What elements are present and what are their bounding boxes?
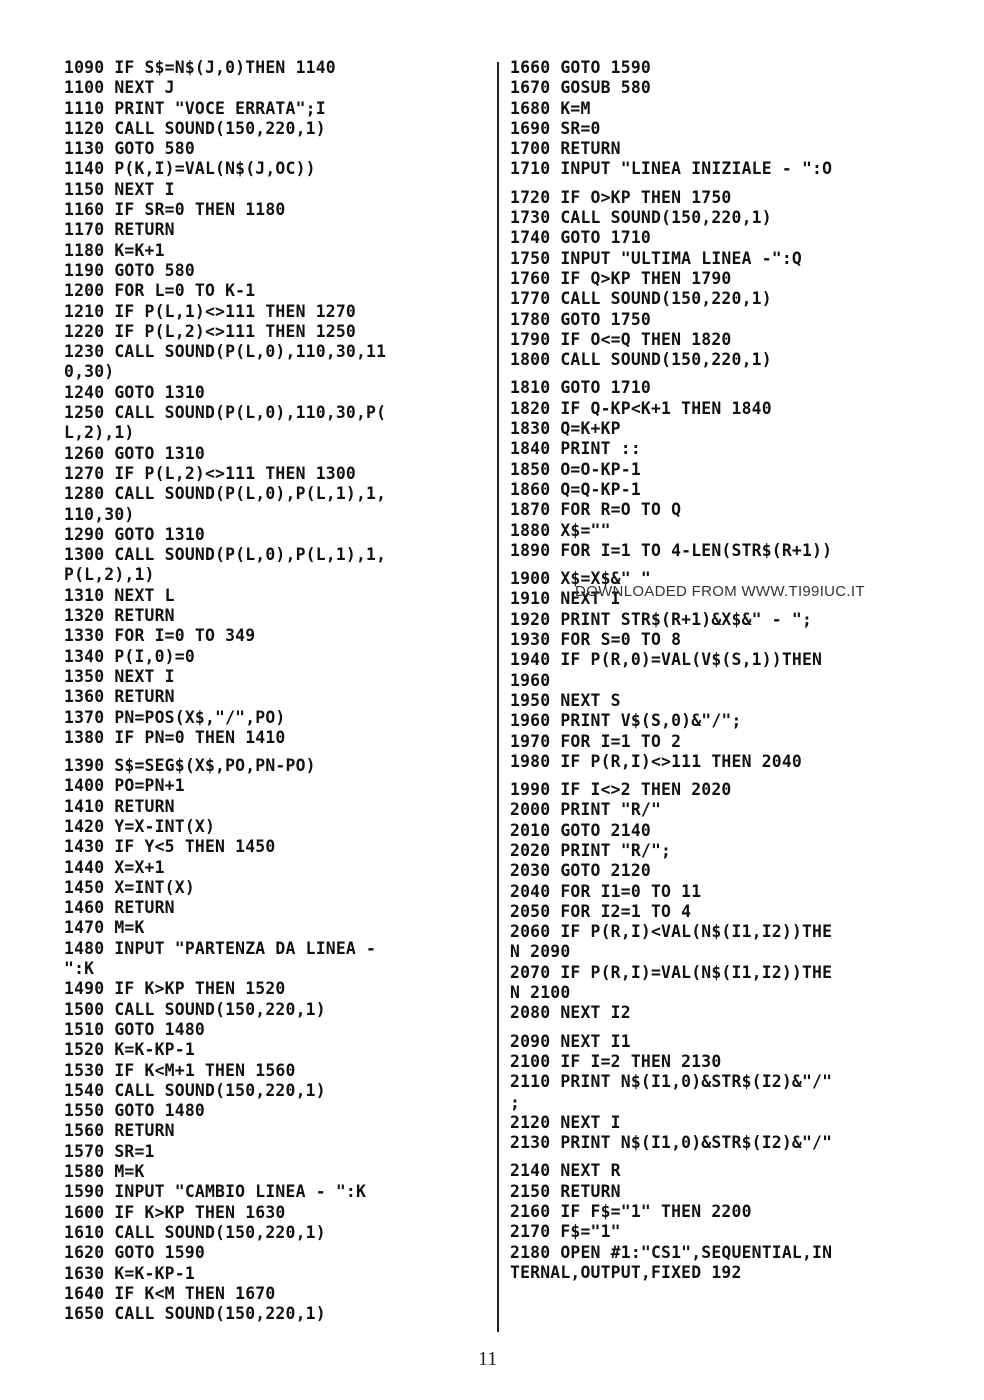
right-code-column xyxy=(510,58,930,1283)
line-gap xyxy=(510,772,930,780)
code-line: 1430 IF Y<5 THEN 1450 xyxy=(64,837,276,857)
code-line: 1650 CALL SOUND(150,220,1) xyxy=(64,1304,326,1324)
code-line: 1950 NEXT S xyxy=(510,690,621,710)
code-line: 1690 SR=0 xyxy=(510,118,601,138)
code-line: 2130 PRINT N$(I1,0)&STR$(I2)&"/" xyxy=(510,1133,833,1153)
code-line: 1390 S$=SEG$(X$,PO,PN-PO) xyxy=(64,756,316,776)
code-line: 1410 RETURN xyxy=(64,796,175,816)
code-line: 1580 M=K xyxy=(64,1162,145,1182)
code-line: 1870 FOR R=O TO Q xyxy=(510,500,682,520)
code-line: 2180 OPEN #1:"CS1",SEQUENTIAL,IN xyxy=(510,1242,833,1262)
code-line: 2120 NEXT I xyxy=(510,1112,621,1132)
left-code-column xyxy=(64,58,484,1324)
page-number: 11 xyxy=(478,1348,498,1370)
code-line: 1760 IF Q>KP THEN 1790 xyxy=(510,268,732,288)
code-line: 1440 X=X+1 xyxy=(64,857,165,877)
code-line: 1190 GOTO 580 xyxy=(64,260,195,280)
code-line: 1680 K=M xyxy=(510,98,591,118)
code-line: 1550 GOTO 1480 xyxy=(64,1101,205,1121)
line-gap xyxy=(510,370,930,378)
code-line: 1850 O=O-KP-1 xyxy=(510,459,641,479)
line-gap xyxy=(510,1024,930,1032)
code-line: 1130 GOTO 580 xyxy=(64,139,195,159)
code-line: 1480 INPUT "PARTENZA DA LINEA - xyxy=(64,938,377,958)
code-line: 1520 K=K-KP-1 xyxy=(64,1040,195,1060)
code-line: 1300 CALL SOUND(P(L,0),P(L,1),1, xyxy=(64,545,387,565)
code-line: 1970 FOR I=1 TO 2 xyxy=(510,731,682,751)
code-line: 1730 CALL SOUND(150,220,1) xyxy=(510,208,772,228)
code-line: 2020 PRINT "R/"; xyxy=(510,840,672,860)
code-line: P(L,2),1) xyxy=(64,565,155,585)
code-line: 2170 F$="1" xyxy=(510,1222,621,1242)
code-line: 1240 GOTO 1310 xyxy=(64,382,205,402)
code-line: 1260 GOTO 1310 xyxy=(64,443,205,463)
line-gap xyxy=(64,748,484,756)
code-line: 1200 FOR L=0 TO K-1 xyxy=(64,281,256,301)
code-line: 1510 GOTO 1480 xyxy=(64,1019,205,1039)
code-line: 1900 X$=X$&" " xyxy=(510,569,651,589)
code-line: 1890 FOR I=1 TO 4-LEN(STR$(R+1)) xyxy=(510,540,833,560)
code-line: 2010 GOTO 2140 xyxy=(510,820,651,840)
code-line: ":K xyxy=(64,959,95,979)
code-line: 2080 NEXT I2 xyxy=(510,1003,631,1023)
code-line: ; xyxy=(510,1092,521,1112)
code-line: 2050 FOR I2=1 TO 4 xyxy=(510,901,692,921)
code-line: 1840 PRINT :: xyxy=(510,439,641,459)
watermark-text: DOWNLOADED FROM WWW.TI99IUC.IT xyxy=(575,583,865,600)
code-line: 1220 IF P(L,2)<>111 THEN 1250 xyxy=(64,321,356,341)
code-line: 1830 Q=K+KP xyxy=(510,419,621,439)
code-line: 1530 IF K<M+1 THEN 1560 xyxy=(64,1060,296,1080)
code-line: 1860 Q=Q-KP-1 xyxy=(510,479,641,499)
code-line: 1470 M=K xyxy=(64,918,145,938)
code-line: 2150 RETURN xyxy=(510,1181,621,1201)
code-line: 1160 IF SR=0 THEN 1180 xyxy=(64,200,286,220)
code-line: 1140 P(K,I)=VAL(N$(J,OC)) xyxy=(64,159,316,179)
code-line: 1620 GOTO 1590 xyxy=(64,1243,205,1263)
code-line: 2070 IF P(R,I)=VAL(N$(I1,I2))THE xyxy=(510,962,833,982)
code-line: 1570 SR=1 xyxy=(64,1141,155,1161)
code-line: 1150 NEXT I xyxy=(64,179,175,199)
code-line: 1350 NEXT I xyxy=(64,666,175,686)
code-line: 1280 CALL SOUND(P(L,0),P(L,1),1, xyxy=(64,484,387,504)
code-line: 1310 NEXT L xyxy=(64,585,175,605)
code-line: 1420 Y=X-INT(X) xyxy=(64,816,216,836)
column-divider xyxy=(497,62,499,1332)
code-line: 1400 PO=PN+1 xyxy=(64,776,185,796)
code-line: 1920 PRINT STR$(R+1)&X$&" - "; xyxy=(510,609,813,629)
code-line: 1880 X$="" xyxy=(510,520,611,540)
code-line: 1710 INPUT "LINEA INIZIALE - ":O xyxy=(510,159,833,179)
code-line: 1640 IF K<M THEN 1670 xyxy=(64,1283,276,1303)
code-line: N 2090 xyxy=(510,942,571,962)
code-line: 2100 IF I=2 THEN 2130 xyxy=(510,1051,722,1071)
code-line: 110,30) xyxy=(64,504,135,524)
code-line: 2040 FOR I1=0 TO 11 xyxy=(510,881,702,901)
code-line: 1370 PN=POS(X$,"/",PO) xyxy=(64,707,286,727)
code-line: 1590 INPUT "CAMBIO LINEA - ":K xyxy=(64,1182,367,1202)
code-line: 1110 PRINT "VOCE ERRATA";I xyxy=(64,98,326,118)
line-gap xyxy=(510,1153,930,1161)
code-line: 1360 RETURN xyxy=(64,687,175,707)
code-line: 1230 CALL SOUND(P(L,0),110,30,11 xyxy=(64,342,387,362)
code-line: 1940 IF P(R,0)=VAL(V$(S,1))THEN xyxy=(510,650,823,670)
code-line: 2140 NEXT R xyxy=(510,1161,621,1181)
code-line: 1770 CALL SOUND(150,220,1) xyxy=(510,289,772,309)
code-line: 1670 GOSUB 580 xyxy=(510,78,651,98)
code-line: 2110 PRINT N$(I1,0)&STR$(I2)&"/" xyxy=(510,1072,833,1092)
code-line: TERNAL,OUTPUT,FIXED 192 xyxy=(510,1262,742,1282)
code-line: 1630 K=K-KP-1 xyxy=(64,1263,195,1283)
code-line: 2000 PRINT "R/" xyxy=(510,800,662,820)
code-line: 1330 FOR I=0 TO 349 xyxy=(64,626,256,646)
code-line: N 2100 xyxy=(510,983,571,1003)
code-line: 1780 GOTO 1750 xyxy=(510,309,651,329)
code-line: 1750 INPUT "ULTIMA LINEA -":Q xyxy=(510,248,802,268)
code-line: 1610 CALL SOUND(150,220,1) xyxy=(64,1222,326,1242)
code-line: 1720 IF O>KP THEN 1750 xyxy=(510,187,732,207)
code-line: 1930 FOR S=0 TO 8 xyxy=(510,630,682,650)
code-line: L,2),1) xyxy=(64,423,135,443)
code-line: 1090 IF S$=N$(J,0)THEN 1140 xyxy=(64,58,336,77)
code-line: 1700 RETURN xyxy=(510,139,621,159)
code-line: 1740 GOTO 1710 xyxy=(510,228,651,248)
line-gap xyxy=(510,180,930,188)
code-line: 1990 IF I<>2 THEN 2020 xyxy=(510,780,732,800)
code-line: 1910 NEXT I xyxy=(510,589,621,609)
code-line: 1560 RETURN xyxy=(64,1121,175,1141)
code-line: 1340 P(I,0)=0 xyxy=(64,646,195,666)
code-line: 1500 CALL SOUND(150,220,1) xyxy=(64,999,326,1019)
code-line: 1100 NEXT J xyxy=(64,78,175,98)
code-line: 1960 PRINT V$(S,0)&"/"; xyxy=(510,711,742,731)
code-line: 1120 CALL SOUND(150,220,1) xyxy=(64,118,326,138)
code-line: 1170 RETURN xyxy=(64,220,175,240)
code-line: 1810 GOTO 1710 xyxy=(510,378,651,398)
code-line: 1320 RETURN xyxy=(64,606,175,626)
line-gap xyxy=(510,561,930,569)
code-line: 1660 GOTO 1590 xyxy=(510,58,651,77)
code-line: 2030 GOTO 2120 xyxy=(510,861,651,881)
code-line: 1540 CALL SOUND(150,220,1) xyxy=(64,1080,326,1100)
code-line: 1210 IF P(L,1)<>111 THEN 1270 xyxy=(64,301,356,321)
code-line: 1380 IF PN=0 THEN 1410 xyxy=(64,727,286,747)
code-line: 2090 NEXT I1 xyxy=(510,1031,631,1051)
code-line: 1600 IF K>KP THEN 1630 xyxy=(64,1202,286,1222)
code-line: 1270 IF P(L,2)<>111 THEN 1300 xyxy=(64,463,356,483)
code-line: 1800 CALL SOUND(150,220,1) xyxy=(510,350,772,370)
code-line: 1250 CALL SOUND(P(L,0),110,30,P( xyxy=(64,403,387,423)
code-line: 1290 GOTO 1310 xyxy=(64,524,205,544)
code-line: 1820 IF Q-KP<K+1 THEN 1840 xyxy=(510,398,772,418)
code-line: 0,30) xyxy=(64,362,115,382)
code-line: 1180 K=K+1 xyxy=(64,240,165,260)
code-line: 2060 IF P(R,I)<VAL(N$(I1,I2))THE xyxy=(510,922,833,942)
code-line: 1460 RETURN xyxy=(64,898,175,918)
code-line: 1490 IF K>KP THEN 1520 xyxy=(64,979,286,999)
code-line: 1790 IF O<=Q THEN 1820 xyxy=(510,329,732,349)
code-line: 1450 X=INT(X) xyxy=(64,877,195,897)
code-line: 1980 IF P(R,I)<>111 THEN 2040 xyxy=(510,751,802,771)
code-line: 1960 xyxy=(510,670,551,690)
code-line: 2160 IF F$="1" THEN 2200 xyxy=(510,1202,752,1222)
